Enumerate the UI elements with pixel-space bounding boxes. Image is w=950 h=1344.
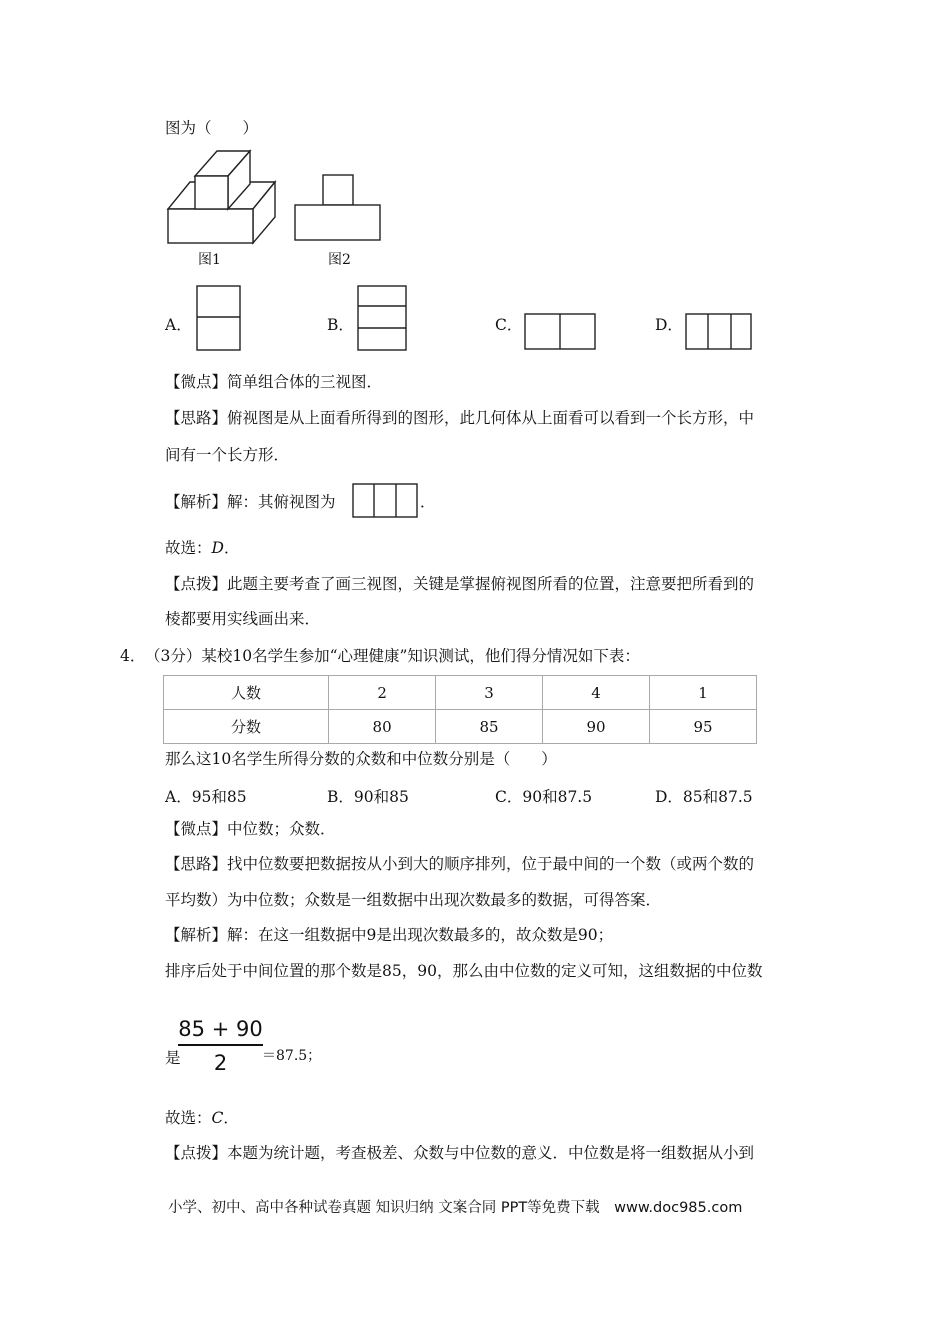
page-footer: 小学、初中、高中各种试卷真题 知识归纳 文案合同 PPT等免费下载 www.doc985.com <box>168 1200 743 1216</box>
table-cell: 95 <box>650 710 757 744</box>
q3-option-c-letter: C． <box>495 316 523 334</box>
q3-answer-suffix: ． <box>223 539 240 557</box>
q4-answer-suffix: ． <box>223 1109 239 1127</box>
q3-stem-tail: 图为（ ） <box>165 119 259 137</box>
table-cell: 3 <box>436 676 543 710</box>
figure-2-front-view <box>290 170 385 245</box>
q3-silu-line2: 间有一个长方形． <box>165 446 290 464</box>
q3-answer-prefix: 故选： <box>165 539 212 557</box>
fraction-bar <box>178 1044 263 1046</box>
q4-option-c: C．90和87.5 <box>495 788 593 806</box>
figure-2-label: 图2 <box>328 252 351 268</box>
q3-option-a-letter: A． <box>165 316 192 334</box>
q4-option-a: A．95和85 <box>165 788 247 806</box>
q4-number: 4． <box>120 647 146 665</box>
q3-dianbo-line1: 【点拨】此题主要考查了画三视图，关键是掌握俯视图所看的位置，注意要把所看到的 <box>165 575 755 593</box>
table-cell: 80 <box>329 710 436 744</box>
fraction-numerator: 85 + 90 <box>178 1017 263 1041</box>
table-row-score <box>164 710 757 744</box>
table-cell: 1 <box>650 676 757 710</box>
table-row-count <box>164 676 757 710</box>
table-cell: 人数 <box>164 676 329 710</box>
q4-question: 那么这10名学生所得分数的众数和中位数分别是（ ） <box>165 750 557 768</box>
q4-weidian: 【微点】中位数；众数． <box>165 820 336 838</box>
q3-answer-letter: D <box>211 539 224 557</box>
table-cell: 4 <box>543 676 650 710</box>
q3-jiexi-prefix: 【解析】解：其俯视图为 <box>165 493 336 511</box>
option-c-view-icon <box>523 312 597 352</box>
q4-dianbo-line1: 【点拨】本题为统计题，考查极差、众数与中位数的意义．中位数是将一组数据从小到 <box>165 1144 755 1162</box>
q4-option-b: B．90和85 <box>327 788 409 806</box>
q4-answer-letter: C <box>211 1109 224 1127</box>
option-d-view-icon <box>684 312 754 352</box>
table-cell: 85 <box>436 710 543 744</box>
q4-silu-line1: 【思路】找中位数要把数据按从小到大的顺序排列，位于最中间的一个数（或两个数的 <box>165 855 755 873</box>
q3-option-b-letter: B． <box>327 316 354 334</box>
q4-answer <box>165 1108 239 1128</box>
option-b-view-icon <box>356 284 408 352</box>
option-a-view-icon <box>195 284 243 352</box>
q3-answer <box>165 538 239 558</box>
q4-answer-prefix: 故选： <box>165 1109 212 1127</box>
q3-jiexi-suffix: ． <box>420 493 436 511</box>
q4-fraction-result: ＝87.5； <box>262 1048 322 1064</box>
q3-silu-line1: 【思路】俯视图是从上面看所得到的图形，此几何体从上面看可以看到一个长方形，中 <box>165 409 755 427</box>
table-cell: 90 <box>543 710 650 744</box>
fraction-denominator: 2 <box>213 1050 228 1075</box>
q4-silu-line2: 平均数）为中位数；众数是一组数据中出现次数最多的数据，可得答案． <box>165 891 662 909</box>
q4-score-table <box>163 675 757 744</box>
q3-dianbo-line2: 棱都要用实线画出来． <box>165 610 321 628</box>
q3-option-d-letter: D． <box>655 316 683 334</box>
q3-jiexi <box>165 492 336 512</box>
q3-weidian: 【微点】简单组合体的三视图． <box>165 373 383 391</box>
q4-fraction-prefix: 是 <box>165 1049 181 1067</box>
q4-option-d: D．85和87.5 <box>655 788 753 806</box>
median-fraction <box>178 1016 263 1076</box>
q4-jiexi-line2: 排序后处于中间位置的那个数是85，90，那么由中位数的定义可知，这组数据的中位数 <box>165 962 763 980</box>
figure-1-label: 图1 <box>198 252 221 268</box>
q4-jiexi-line1: 【解析】解：在这一组数据中9是出现次数最多的，故众数是90； <box>165 926 614 944</box>
table-cell: 分数 <box>164 710 329 744</box>
table-cell: 2 <box>329 676 436 710</box>
q4-stem: （3分）某校10名学生参加“心理健康”知识测试，他们得分情况如下表： <box>145 647 640 665</box>
q3-jiexi-top-view-icon <box>351 482 421 520</box>
figure-1-solid <box>160 140 290 250</box>
